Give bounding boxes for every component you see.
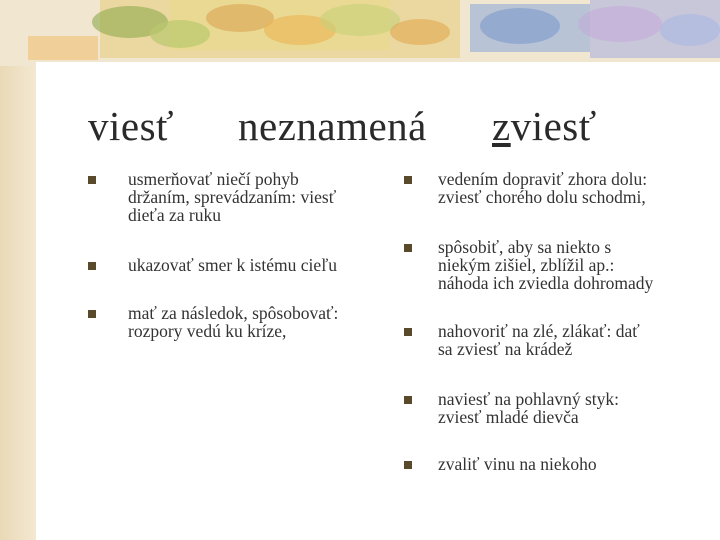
square-bullet-icon (404, 461, 412, 469)
title-word-viest: viesť (88, 103, 175, 149)
item-line: sa zviesť na krádež (438, 339, 573, 359)
item-line: vedením dopraviť zhora dolu: (438, 169, 648, 189)
right-list-item (438, 170, 647, 206)
item-line: mať za následok, spôsobovať: (128, 303, 339, 323)
square-bullet-icon (404, 328, 412, 336)
square-bullet-icon (88, 310, 96, 318)
right-list-item (438, 455, 597, 473)
title-underlined-prefix: z (492, 103, 511, 149)
title-word-neznamena: neznamená (238, 103, 427, 149)
item-line: zvaliť vinu na niekoho (438, 454, 597, 474)
item-line: dieťa za ruku (128, 205, 221, 225)
right-list-item (438, 390, 619, 426)
item-line: usmerňovať niečí pohyb (128, 169, 299, 189)
item-line: ukazovať smer k istému cieľu (128, 255, 337, 275)
left-list-item (128, 304, 338, 340)
square-bullet-icon (404, 396, 412, 404)
square-bullet-icon (88, 176, 96, 184)
square-bullet-icon (404, 244, 412, 252)
item-line: nahovoriť na zlé, zlákať: dať (438, 321, 640, 341)
item-line: spôsobiť, aby sa niekto s (438, 237, 612, 257)
item-line: zviesť mladé dievča (438, 407, 579, 427)
title-word-rest: viesť (510, 103, 597, 149)
square-bullet-icon (404, 176, 412, 184)
autumn-leaves-banner (0, 0, 720, 66)
item-line: naviesť na pohlavný styk: (438, 389, 619, 409)
item-line: náhoda ich zviedla dohromady (438, 273, 654, 293)
title-word-zviest (492, 102, 597, 150)
left-list-item (128, 256, 337, 274)
item-line: niekým zišiel, zblížil ap.: (438, 255, 615, 275)
left-list-item (128, 170, 336, 224)
item-line: zviesť chorého dolu schodmi, (438, 187, 646, 207)
parchment-background (0, 0, 36, 540)
right-list-item (438, 322, 640, 358)
square-bullet-icon (88, 262, 96, 270)
right-list-item (438, 238, 653, 292)
item-line: rozpory vedú ku kríze, (128, 321, 287, 341)
item-line: držaním, sprevádzaním: viesť (128, 187, 337, 207)
